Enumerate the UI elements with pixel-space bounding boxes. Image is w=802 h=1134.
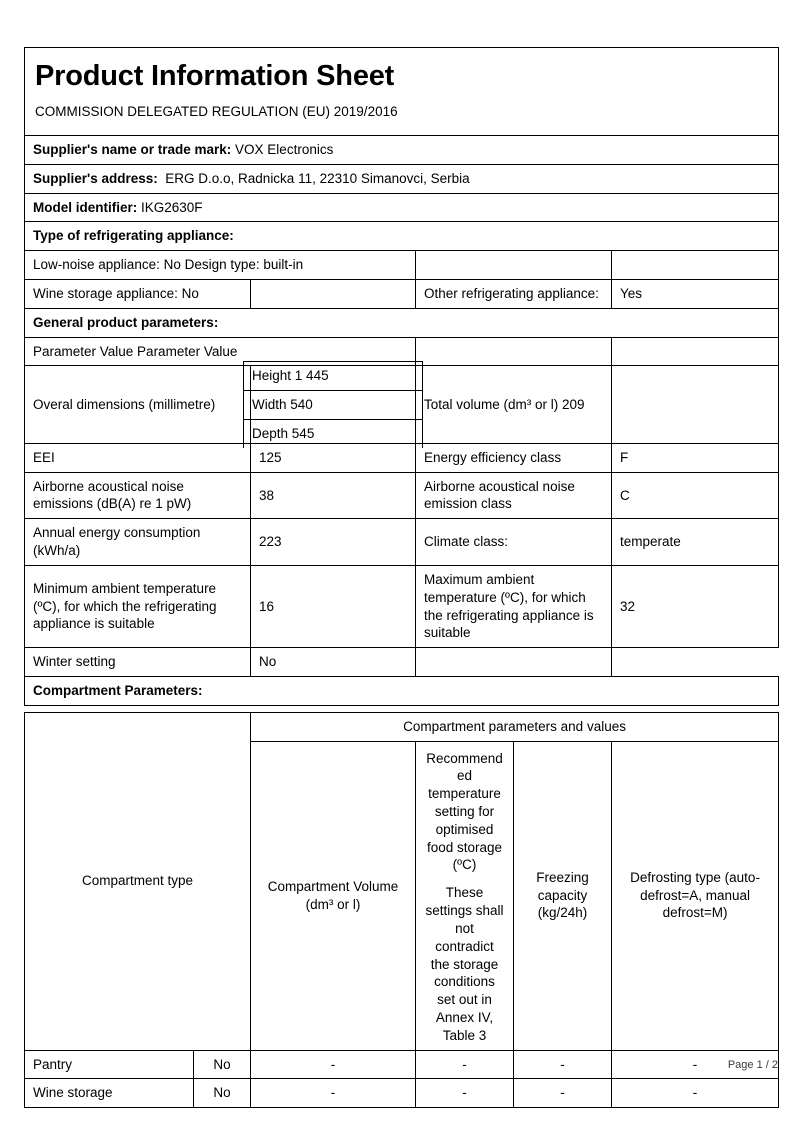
compartment-present-pantry: No: [194, 1050, 251, 1079]
noise-emissions-value: 38: [251, 472, 416, 519]
compartment-defrosting-wine-storage: -: [612, 1079, 779, 1108]
dimension-row-width: [244, 391, 423, 420]
model-identifier-value: IKG2630F: [141, 199, 203, 215]
low-noise-empty-cell-1: [416, 251, 612, 280]
annual-energy-value: 223: [251, 519, 416, 566]
model-identifier-label: Model identifier:: [33, 199, 138, 215]
annual-energy-row: [25, 519, 779, 566]
annual-energy-label: Annual energy consumption (kWh/a): [25, 519, 251, 566]
compartment-temperature-pantry: -: [416, 1050, 514, 1079]
appliance-type-section-title: Type of refrigerating appliance:: [25, 222, 779, 251]
model-identifier-row: [25, 193, 779, 222]
dimension-depth-name: Depth: [252, 426, 289, 442]
compartment-freezing-header: Freezing capacity (kg/24h): [514, 741, 612, 1050]
compartment-present-wine-storage: No: [194, 1079, 251, 1108]
title-row: [25, 48, 779, 136]
dimension-width: [244, 391, 423, 420]
noise-emissions-label: Airborne acoustical noise emissions (dB(A) re 1 pW): [25, 472, 251, 519]
title-cell: [25, 48, 779, 136]
dimension-height: [244, 362, 423, 391]
other-refrigerating-value: Yes: [612, 279, 779, 308]
general-section-title: General product parameters:: [25, 308, 779, 337]
compartment-section-title: Compartment Parameters:: [25, 676, 779, 705]
noise-class-value: C: [612, 472, 779, 519]
max-ambient-label: Maximum ambient temperature (ºC), for which the refrigerating appliance is suitable: [416, 565, 612, 647]
dimensions-subtable: [243, 361, 423, 447]
energy-class-label: Energy efficiency class: [416, 443, 612, 472]
model-identifier-cell: [25, 193, 779, 222]
supplier-address-cell: [25, 164, 779, 193]
total-volume-cell: Total volume (dm³ or l) 209: [416, 366, 612, 443]
compartment-temperature-header: [416, 741, 514, 1050]
dimensions-label: Overal dimensions (millimetre): [25, 366, 251, 443]
compartment-type-wine-storage: Wine storage: [25, 1079, 194, 1108]
wine-storage-appliance-row: [25, 279, 779, 308]
dimensions-row: [25, 366, 779, 443]
other-refrigerating-label: Other refrigerating appliance:: [416, 279, 612, 308]
winter-setting-row: [25, 648, 779, 677]
compartment-volume-pantry: -: [251, 1050, 416, 1079]
dimension-height-value: 1 445: [294, 368, 329, 384]
eei-value: 125: [251, 443, 416, 472]
parameter-value-header: Parameter Value Parameter Value: [25, 337, 416, 366]
total-volume-empty-cell: [612, 366, 779, 443]
low-noise-cell: Low-noise appliance: No Design type: built-in: [25, 251, 416, 280]
compartment-defrosting-header: Defrosting type (auto-defrost=A, manual defrost=M): [612, 741, 779, 1050]
supplier-name-label: Supplier's name or trade mark:: [33, 141, 232, 157]
compartment-type-pantry: Pantry: [25, 1050, 194, 1079]
compartment-temperature-header-main: Recommended temperature setting for optimised food storage (ºC): [426, 750, 503, 873]
regulation-subtitle: COMMISSION DELEGATED REGULATION (EU) 2019/2016: [35, 104, 398, 120]
compartment-group-header: Compartment parameters and values: [251, 712, 779, 741]
compartment-temperature-wine-storage: -: [416, 1079, 514, 1108]
energy-class-value: F: [612, 443, 779, 472]
supplier-name-cell: [25, 135, 779, 164]
dimension-width-value: 540: [290, 397, 313, 413]
supplier-name-value: VOX Electronics: [235, 141, 334, 157]
parameter-header-empty-2: [612, 337, 779, 366]
compartment-spacer-row: [25, 705, 779, 712]
dimension-height-name: Height: [252, 368, 292, 384]
eei-row: [25, 443, 779, 472]
dimension-depth-value: 545: [291, 426, 315, 442]
noise-class-label: Airborne acoustical noise emission class: [416, 472, 612, 519]
wine-storage-empty-cell: [251, 279, 416, 308]
compartment-volume-wine-storage: -: [251, 1079, 416, 1108]
compartment-type-header: Compartment type: [25, 712, 251, 1050]
wine-storage-appliance-cell: Wine storage appliance: No: [25, 279, 251, 308]
winter-setting-empty-2: [612, 648, 779, 677]
low-noise-row: [25, 251, 779, 280]
compartment-volume-header: Compartment Volume (dm³ or l): [251, 741, 416, 1050]
document-body: [24, 47, 778, 1108]
compartment-freezing-pantry: -: [514, 1050, 612, 1079]
noise-emissions-row: [25, 472, 779, 519]
dimension-row-height: [244, 362, 423, 391]
winter-setting-label: Winter setting: [25, 648, 251, 677]
max-ambient-value: 32: [612, 565, 779, 647]
parameter-header-empty-1: [416, 337, 612, 366]
winter-setting-value: No: [251, 648, 416, 677]
appliance-type-section-row: [25, 222, 779, 251]
dimension-width-name: Width: [252, 397, 287, 413]
page-title: Product Information Sheet: [35, 60, 395, 92]
table-row: [25, 1079, 779, 1108]
min-ambient-value: 16: [251, 565, 416, 647]
climate-class-value: temperate: [612, 519, 779, 566]
low-noise-empty-cell-2: [612, 251, 779, 280]
product-info-table: [24, 47, 779, 1108]
supplier-address-row: [25, 164, 779, 193]
supplier-address-label: Supplier's address:: [33, 170, 158, 186]
supplier-name-row: [25, 135, 779, 164]
min-ambient-label: Minimum ambient temperature (ºC), for which the refrigerating appliance is suitable: [25, 565, 251, 647]
compartment-freezing-wine-storage: -: [514, 1079, 612, 1108]
eei-label: EEI: [25, 443, 251, 472]
dimensions-values-cell: [251, 366, 416, 443]
compartment-section-row: [25, 676, 779, 705]
compartment-spacer-cell: [25, 705, 779, 712]
page-footer: Page 1 / 2: [727, 1059, 778, 1071]
winter-setting-empty-1: [416, 648, 612, 677]
compartment-group-header-row: [25, 712, 779, 741]
climate-class-label: Climate class:: [416, 519, 612, 566]
supplier-address-value: ERG D.o.o, Radnicka 11, 22310 Simanovci, Serbia: [165, 170, 470, 186]
compartment-temperature-header-note: These settings shall not contradict the storage conditions set out in Annex IV, Table 3: [425, 885, 504, 1043]
general-section-row: [25, 308, 779, 337]
compartment-defrosting-pantry: -: [612, 1050, 779, 1079]
ambient-temperature-row: [25, 565, 779, 647]
